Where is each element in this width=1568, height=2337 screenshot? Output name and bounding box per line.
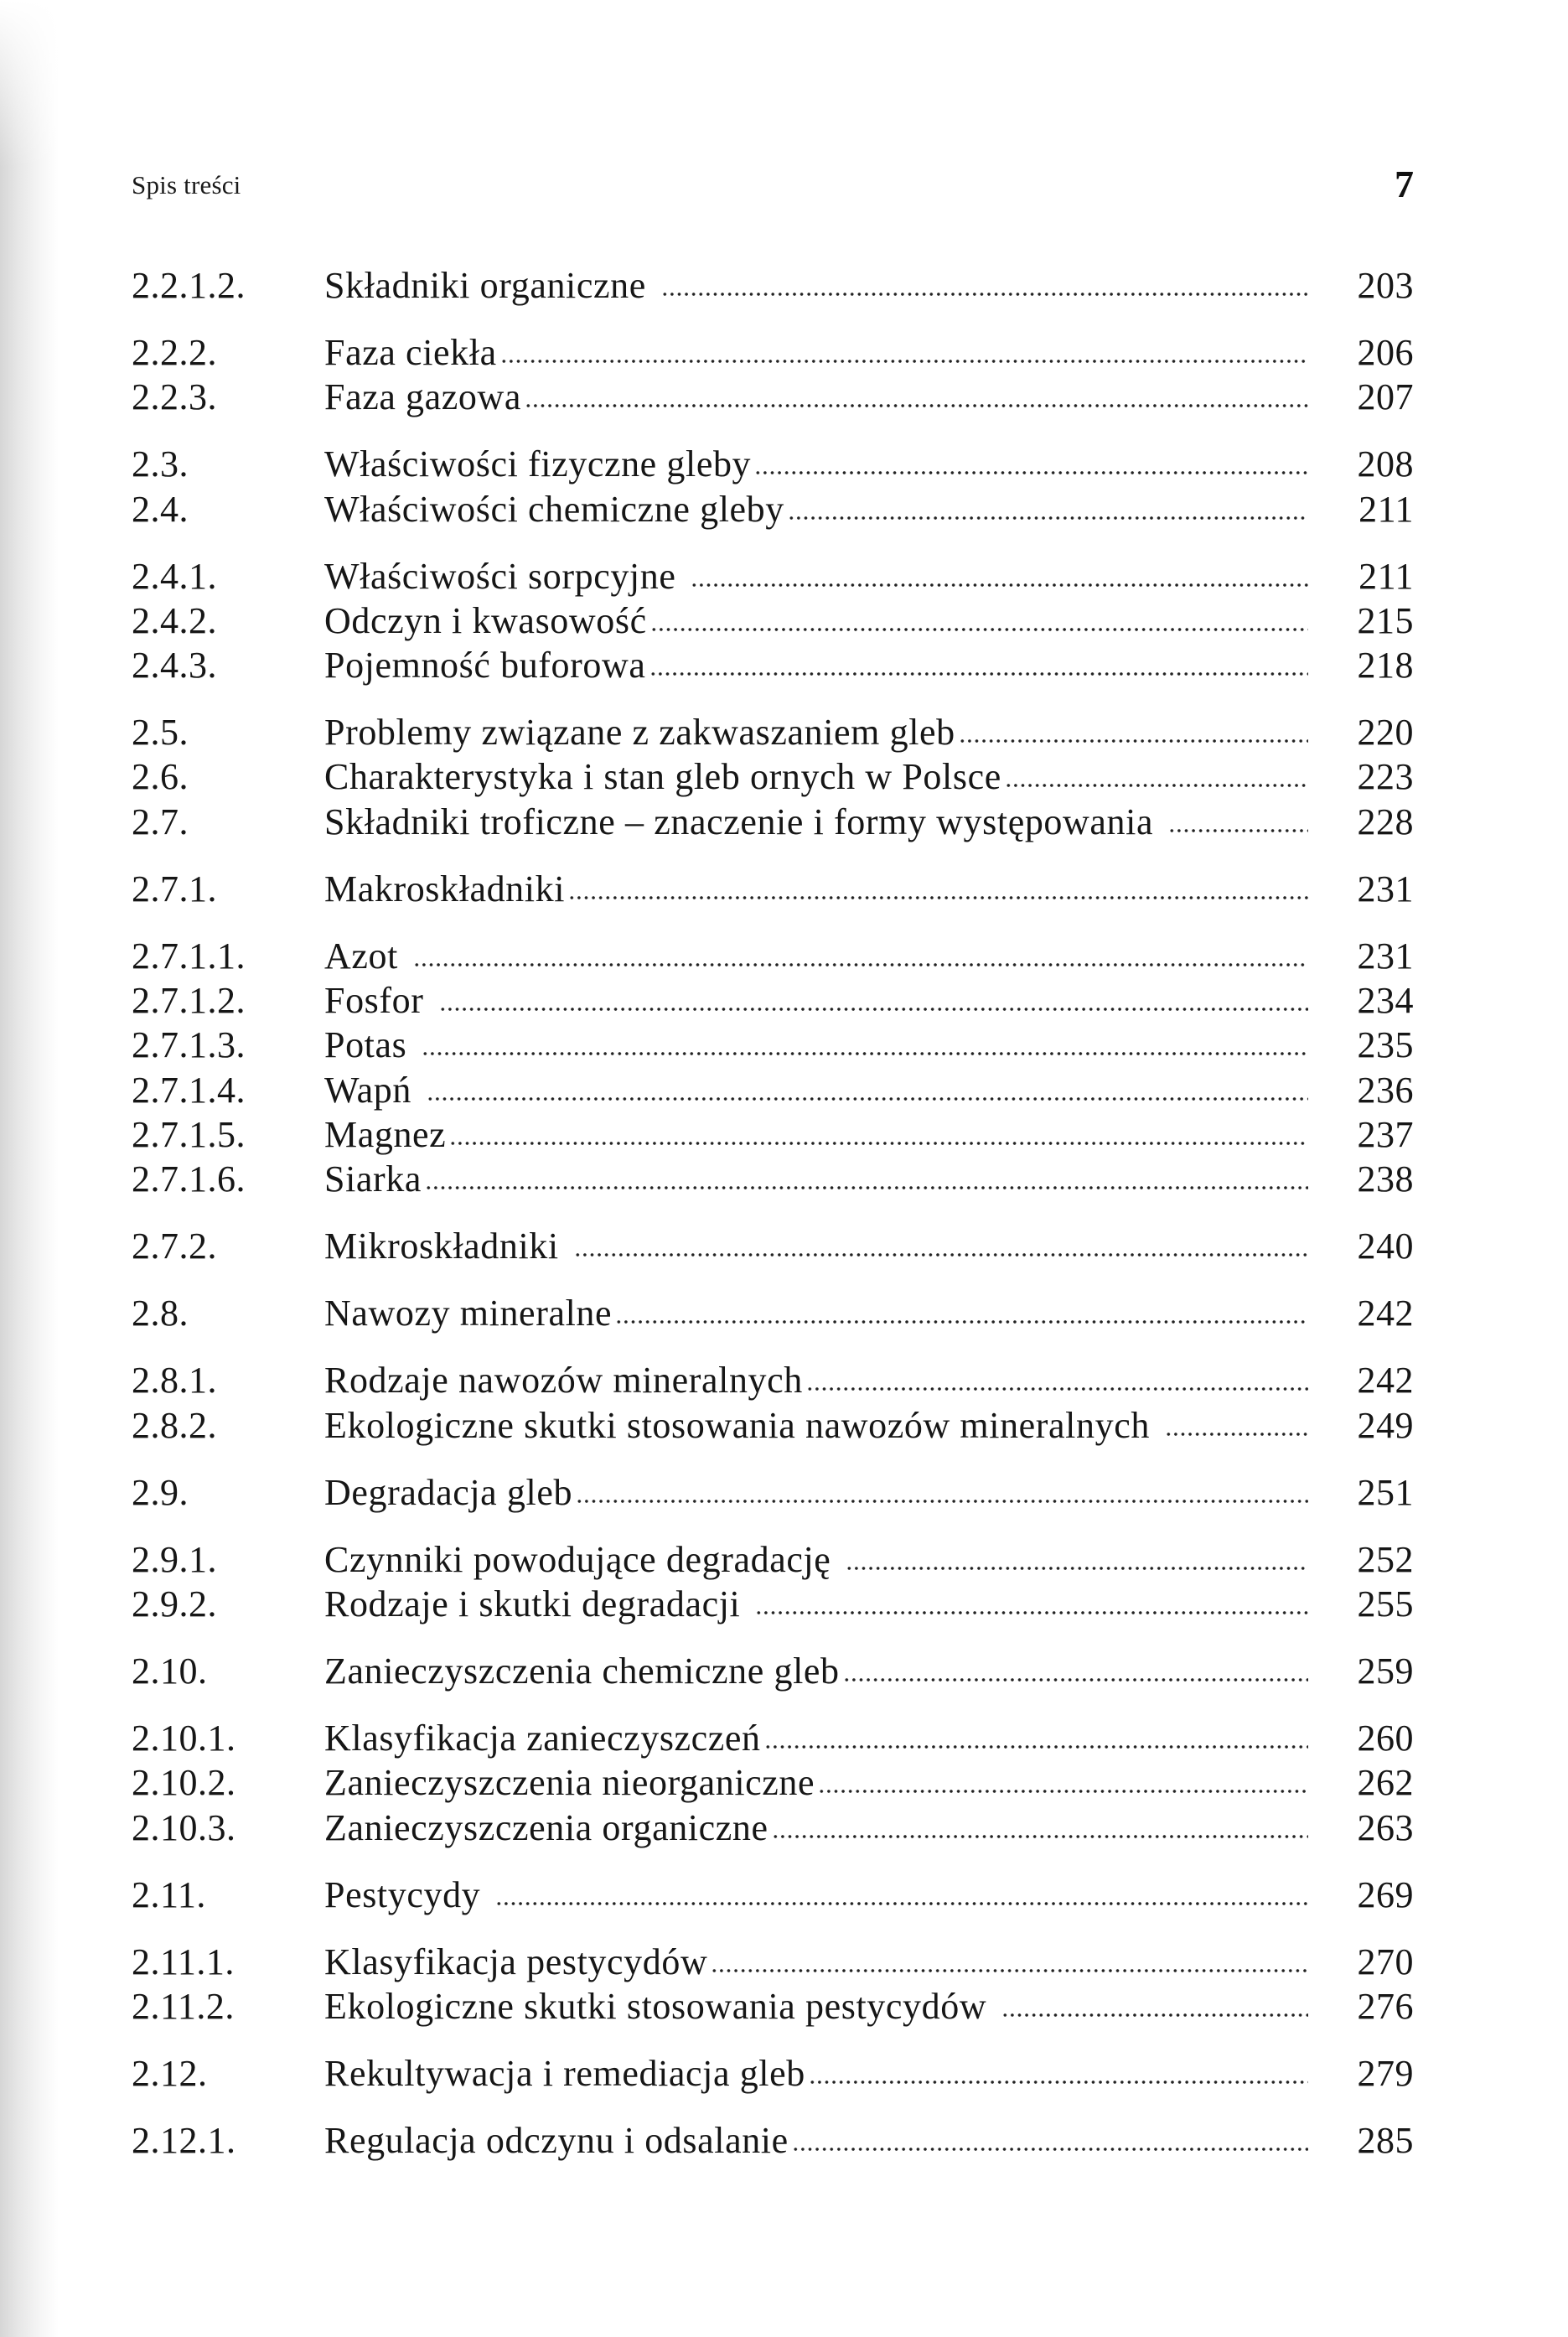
toc-entry-main	[324, 980, 1414, 1022]
toc-entry-main	[324, 1941, 1414, 1983]
section-number: 2.10.2.	[132, 1762, 236, 1803]
section-page-number: 211	[1358, 556, 1414, 597]
toc-entry-main	[324, 1405, 1414, 1447]
section-title: Magnez	[324, 1114, 447, 1155]
section-title: Azot	[324, 935, 398, 977]
section-title: Właściwości chemiczne gleby	[324, 489, 784, 530]
section-title: Zanieczyszczenia nieorganiczne	[324, 1762, 815, 1803]
section-page-number: 270	[1357, 1941, 1414, 1982]
toc-entry-main	[324, 2053, 1414, 2095]
toc-entry-main	[324, 489, 1414, 531]
dot-leader	[422, 1051, 1308, 1056]
toc-entry-main	[324, 1650, 1414, 1692]
toc-entry-main	[324, 376, 1414, 418]
dot-leader	[711, 1968, 1308, 1973]
section-page-number: 242	[1357, 1360, 1414, 1401]
dot-leader	[764, 1744, 1308, 1749]
section-title: Nawozy mineralne	[324, 1293, 613, 1334]
section-title: Składniki organiczne	[324, 265, 646, 306]
section-number: 2.7.2.	[132, 1226, 217, 1267]
section-number: 2.7.	[132, 801, 189, 842]
toc-entry[interactable]	[132, 556, 1414, 598]
section-page-number: 259	[1357, 1650, 1414, 1692]
section-number: 2.7.1.2.	[132, 980, 246, 1021]
toc-entry[interactable]	[132, 2053, 1414, 2095]
dot-leader	[691, 583, 1308, 588]
section-title: Wapń	[324, 1070, 411, 1111]
dot-leader	[806, 1386, 1308, 1391]
section-page-number: 279	[1357, 2053, 1414, 2094]
section-title: Rodzaje nawozów mineralnych	[324, 1360, 803, 1401]
toc-entry[interactable]	[132, 1405, 1414, 1447]
toc-entry-main	[324, 756, 1414, 798]
toc-entry-main	[324, 1114, 1414, 1156]
dot-leader	[661, 292, 1308, 297]
dot-leader	[818, 1789, 1308, 1794]
dot-leader	[615, 1319, 1308, 1324]
toc-entry[interactable]	[132, 1807, 1414, 1849]
toc-entry[interactable]	[132, 1650, 1414, 1692]
section-title: Ekologiczne skutki stosowania pestycydów	[324, 1986, 987, 2027]
toc-entry-main	[324, 1472, 1414, 1514]
section-number: 2.7.1.1.	[132, 935, 246, 977]
section-number: 2.2.1.2.	[132, 265, 246, 306]
toc-entry-main	[324, 801, 1414, 843]
toc-entry[interactable]	[132, 1986, 1414, 2028]
toc-entry-main	[324, 1807, 1414, 1849]
toc-entry-main	[324, 935, 1414, 977]
section-title: Składniki troficzne – znaczenie i formy występowania	[324, 801, 1154, 842]
section-number: 2.4.	[132, 489, 189, 530]
section-title: Właściwości fizyczne gleby	[324, 443, 752, 484]
dot-leader	[576, 1499, 1308, 1504]
dot-leader	[495, 1901, 1308, 1906]
toc-entry[interactable]	[132, 1360, 1414, 1402]
toc-entry[interactable]	[132, 1874, 1414, 1916]
toc-entry-main	[324, 1539, 1414, 1581]
toc-entry-main	[324, 1986, 1414, 2028]
dot-leader	[568, 895, 1308, 900]
section-number: 2.7.1.4.	[132, 1070, 246, 1111]
toc-entry[interactable]	[132, 332, 1414, 374]
toc-entry[interactable]	[132, 2120, 1414, 2162]
toc-entry-main	[324, 712, 1414, 754]
toc-entry[interactable]	[132, 1941, 1414, 1983]
toc-entry[interactable]	[132, 1583, 1414, 1625]
section-title: Mikroskładniki	[324, 1226, 559, 1267]
dot-leader	[959, 738, 1308, 744]
dot-leader	[755, 1610, 1308, 1615]
toc-entry[interactable]	[132, 1226, 1414, 1267]
section-page-number: 203	[1357, 265, 1414, 306]
toc-entry[interactable]	[132, 712, 1414, 754]
section-page-number: 223	[1357, 756, 1414, 797]
dot-leader	[427, 1096, 1308, 1101]
section-title: Ekologiczne skutki stosowania nawozów mineralnych	[324, 1405, 1150, 1446]
section-page-number: 262	[1357, 1762, 1414, 1803]
dot-leader	[843, 1677, 1308, 1682]
section-title: Faza ciekła	[324, 332, 497, 373]
section-number: 2.5.	[132, 712, 189, 753]
toc-entry-main	[324, 443, 1414, 485]
dot-leader	[1165, 1432, 1308, 1437]
section-page-number: 208	[1357, 443, 1414, 484]
section-page-number: 207	[1357, 376, 1414, 417]
section-title: Makroskładniki	[324, 868, 566, 909]
section-number: 2.12.	[132, 2053, 208, 2094]
section-title: Degradacja gleb	[324, 1472, 573, 1513]
section-title: Problemy związane z zakwaszaniem gleb	[324, 712, 955, 753]
toc-entry-main	[324, 1226, 1414, 1267]
toc-entry[interactable]	[132, 756, 1414, 798]
toc-entry[interactable]	[132, 443, 1414, 485]
dot-leader	[1001, 2013, 1308, 2018]
section-number: 2.10.1.	[132, 1718, 236, 1759]
dot-leader	[425, 1185, 1308, 1190]
section-title: Rodzaje i skutki degradacji	[324, 1583, 741, 1624]
toc-entry[interactable]	[132, 1762, 1414, 1804]
section-number: 2.8.1.	[132, 1360, 217, 1401]
section-number: 2.4.1.	[132, 556, 217, 597]
section-page-number: 228	[1357, 801, 1414, 842]
section-page-number: 236	[1357, 1070, 1414, 1111]
toc-entry[interactable]	[132, 1472, 1414, 1514]
section-page-number: 276	[1357, 1986, 1414, 2027]
section-page-number: 252	[1357, 1539, 1414, 1580]
section-page-number: 235	[1357, 1024, 1414, 1065]
section-title: Faza gazowa	[324, 376, 522, 417]
section-title: Potas	[324, 1024, 407, 1065]
section-title: Siarka	[324, 1158, 422, 1200]
dot-leader	[650, 627, 1308, 632]
section-title: Pojemność buforowa	[324, 645, 646, 686]
dot-leader	[574, 1252, 1308, 1257]
section-number: 2.10.3.	[132, 1807, 236, 1848]
section-page-number: 220	[1357, 712, 1414, 753]
section-title: Klasyfikacja zanieczyszczeń	[324, 1718, 761, 1759]
section-number: 2.8.	[132, 1293, 189, 1334]
section-page-number: 211	[1358, 489, 1414, 530]
section-title: Zanieczyszczenia chemiczne gleb	[324, 1650, 840, 1692]
dot-leader	[500, 359, 1308, 364]
toc-entry[interactable]	[132, 935, 1414, 977]
dot-leader	[449, 1141, 1308, 1146]
section-title: Odczyn i kwasowość	[324, 600, 647, 641]
section-page-number: 231	[1357, 935, 1414, 977]
toc-entry-main	[324, 1874, 1414, 1916]
section-page-number: 249	[1357, 1405, 1414, 1446]
section-number: 2.12.1.	[132, 2120, 236, 2161]
section-number: 2.7.1.5.	[132, 1114, 246, 1155]
toc-entry-main	[324, 1158, 1414, 1200]
section-title: Rekultywacja i remediacja gleb	[324, 2053, 805, 2094]
section-number: 2.3.	[132, 443, 189, 484]
toc-entry-main	[324, 2120, 1414, 2162]
toc-entry-main	[324, 600, 1414, 642]
toc-entry[interactable]	[132, 1718, 1414, 1759]
toc-entry[interactable]	[132, 489, 1414, 531]
section-number: 2.7.1.	[132, 868, 217, 909]
toc-entry-main	[324, 868, 1414, 910]
toc-entry-main	[324, 265, 1414, 307]
section-number: 2.9.2.	[132, 1583, 217, 1624]
toc-entry-main	[324, 645, 1414, 687]
toc-entry-main	[324, 1024, 1414, 1066]
toc-entry[interactable]	[132, 265, 1414, 307]
section-title: Regulacja odczynu i odsalanie	[324, 2120, 789, 2161]
section-title: Czynniki powodujące degradację	[324, 1539, 831, 1580]
dot-leader	[846, 1566, 1308, 1571]
page-number: 7	[1395, 163, 1414, 205]
section-title: Pestycydy	[324, 1874, 481, 1915]
dot-leader	[788, 516, 1308, 521]
toc-entry[interactable]	[132, 1158, 1414, 1200]
section-number: 2.4.3.	[132, 645, 217, 686]
dot-leader	[413, 962, 1308, 967]
toc-entry[interactable]	[132, 376, 1414, 418]
section-title: Fosfor	[324, 980, 424, 1021]
toc-entry[interactable]	[132, 1539, 1414, 1581]
section-page-number: 263	[1357, 1807, 1414, 1848]
dot-leader	[792, 2147, 1308, 2152]
section-page-number: 206	[1357, 332, 1414, 373]
section-number: 2.8.2.	[132, 1405, 217, 1446]
section-title: Właściwości sorpcyjne	[324, 556, 676, 597]
toc-entry-main	[324, 1293, 1414, 1334]
section-number: 2.7.1.6.	[132, 1158, 246, 1200]
section-page-number: 234	[1357, 980, 1414, 1021]
section-title: Charakterystyka i stan gleb ornych w Polsce	[324, 756, 1001, 797]
toc-entry-main	[324, 1718, 1414, 1759]
section-page-number: 260	[1357, 1718, 1414, 1759]
dot-leader	[525, 403, 1308, 408]
section-number: 2.10.	[132, 1650, 208, 1692]
section-page-number: 251	[1357, 1472, 1414, 1513]
toc-entry[interactable]	[132, 1024, 1414, 1066]
section-page-number: 231	[1357, 868, 1414, 909]
section-page-number: 240	[1357, 1226, 1414, 1267]
section-page-number: 255	[1357, 1583, 1414, 1624]
section-number: 2.11.2.	[132, 1986, 235, 2027]
dot-leader	[809, 2080, 1308, 2085]
section-page-number: 269	[1357, 1874, 1414, 1915]
section-page-number: 237	[1357, 1114, 1414, 1155]
section-number: 2.2.3.	[132, 376, 217, 417]
dot-leader	[772, 1834, 1308, 1839]
section-number: 2.11.	[132, 1874, 206, 1915]
toc-entry[interactable]	[132, 1070, 1414, 1112]
dot-leader	[649, 671, 1308, 676]
toc-entry[interactable]	[132, 645, 1414, 687]
toc-entry[interactable]	[132, 980, 1414, 1022]
section-title: Zanieczyszczenia organiczne	[324, 1807, 768, 1848]
section-number: 2.6.	[132, 756, 189, 797]
dot-leader	[1168, 828, 1308, 833]
section-number: 2.7.1.3.	[132, 1024, 246, 1065]
dot-leader	[439, 1007, 1309, 1012]
section-number: 2.9.1.	[132, 1539, 217, 1580]
toc-entry-main	[324, 556, 1414, 598]
toc-entry[interactable]	[132, 1293, 1414, 1334]
toc-entry[interactable]	[132, 600, 1414, 642]
section-page-number: 242	[1357, 1293, 1414, 1334]
toc-entry[interactable]	[132, 868, 1414, 910]
section-number: 2.9.	[132, 1472, 189, 1513]
toc-entry-main	[324, 1360, 1414, 1402]
running-head: Spis treści	[132, 170, 241, 200]
section-page-number: 215	[1357, 600, 1414, 641]
section-number: 2.4.2.	[132, 600, 217, 641]
section-page-number: 218	[1357, 645, 1414, 686]
toc-entry-main	[324, 1070, 1414, 1112]
toc-entry-main	[324, 1583, 1414, 1625]
toc-entry[interactable]	[132, 801, 1414, 843]
toc-entry-main	[324, 332, 1414, 374]
section-number: 2.11.1.	[132, 1941, 235, 1982]
section-number: 2.2.2.	[132, 332, 217, 373]
dot-leader	[754, 470, 1308, 475]
toc-entry[interactable]	[132, 1114, 1414, 1156]
dot-leader	[1005, 783, 1308, 788]
section-page-number: 238	[1357, 1158, 1414, 1200]
toc-entry-main	[324, 1762, 1414, 1804]
section-title: Klasyfikacja pestycydów	[324, 1941, 708, 1982]
section-page-number: 285	[1357, 2120, 1414, 2161]
